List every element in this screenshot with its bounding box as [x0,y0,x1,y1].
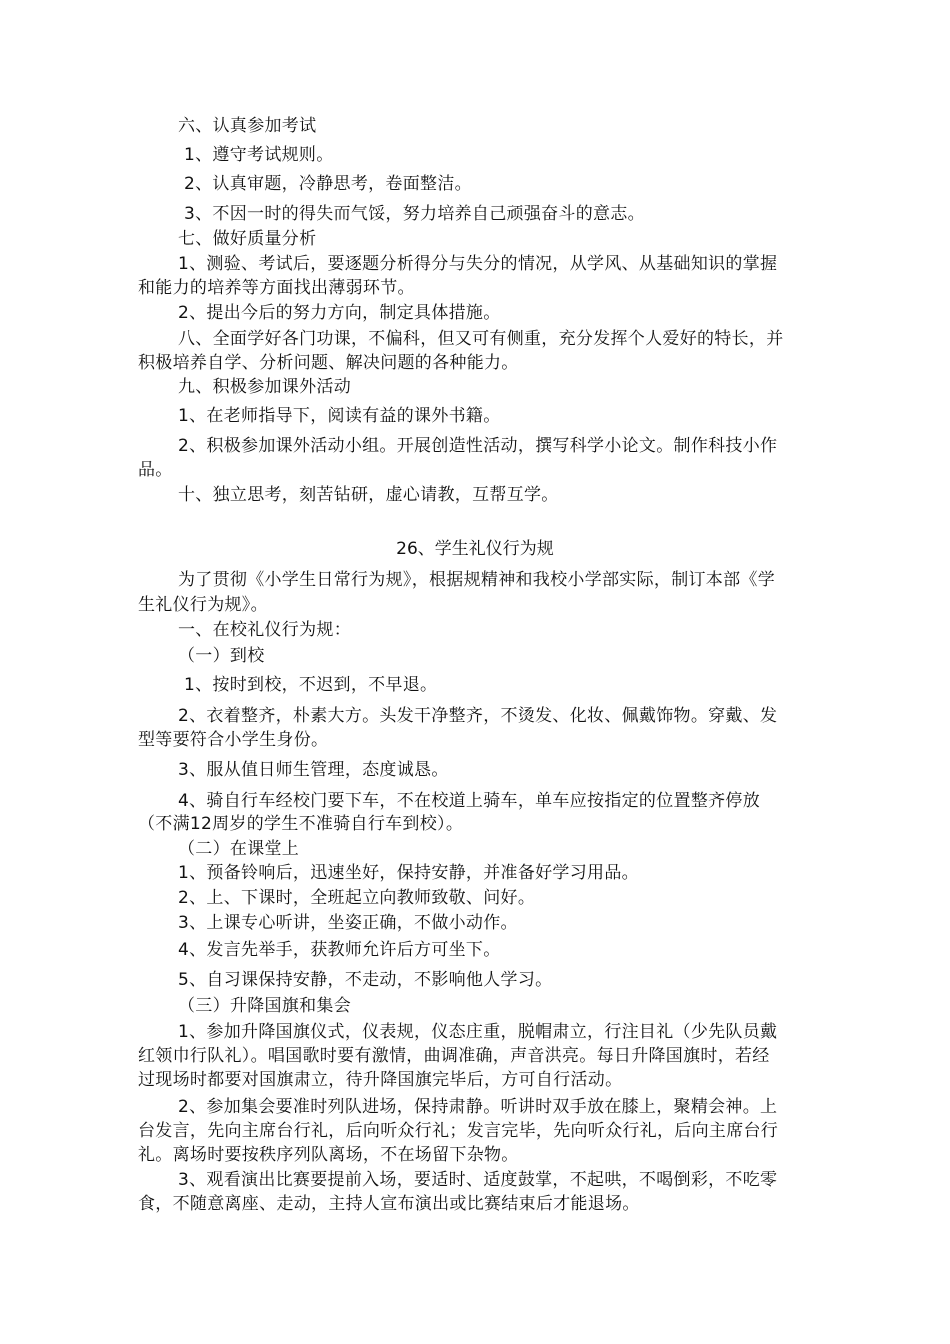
paragraph-line: 3、观看演出比赛要提前入场，要适时、适度鼓掌，不起哄，不喝倒彩，不吃零 [178,1170,778,1190]
paragraph-line: 2、积极参加课外活动小组。开展创造性活动，撰写科学小论文。制作科技小作 [178,436,778,456]
paragraph-line: 3、上课专心听讲，坐姿正确，不做小动作。 [178,913,518,933]
paragraph-line: 食，不随意离座、走动，主持人宣布演出或比赛结束后才能退场。 [138,1194,640,1214]
heading-seven: 七、做好质量分析 [178,229,317,249]
section-title: 26、学生礼仪行为规 [396,539,554,559]
paragraph-line: 过现场时都要对国旗肃立，待升降国旗完毕后，方可自行活动。 [138,1070,623,1090]
subheading: （三）升降国旗和集会 [178,996,351,1016]
paragraph-line: 2、参加集会要准时列队进场，保持肃静。听讲时双手放在膝上，聚精会神。上 [178,1097,778,1117]
paragraph-line: 1、遵守考试规则。 [184,145,334,165]
paragraph-line: 礼。离场时要按秩序列队离场，不在场留下杂物。 [138,1145,519,1165]
paragraph-line: 红领巾行队礼）。唱国歌时要有激情，曲调准确，声音洪亮。每日升降国旗时，若经 [138,1046,770,1066]
paragraph-line: 1、按时到校，不迟到，不早退。 [184,675,438,695]
paragraph-line: 1、在老师指导下，阅读有益的课外书籍。 [178,406,501,426]
paragraph-line: 1、参加升降国旗仪式，仪表规，仪态庄重，脱帽肃立，行注目礼（少先队员戴 [178,1022,778,1042]
paragraph-line: （不满12周岁的学生不准骑自行车到校）。 [138,814,464,834]
paragraph-line: 为了贯彻《小学生日常行为规》，根据规精神和我校小学部实际，制订本部《学 [178,570,775,590]
paragraph-line: 和能力的培养等方面找出薄弱环节。 [138,278,415,298]
paragraph-line: 2、认真审题，冷静思考，卷面整洁。 [184,174,472,194]
paragraph-line: 品。 [138,460,173,480]
paragraph-line: 3、不因一时的得失而气馁，努力培养自己顽强奋斗的意志。 [184,204,645,224]
heading-ten: 十、独立思考，刻苦钻研，虚心请教，互帮互学。 [178,485,559,505]
paragraph-line: 生礼仪行为规》。 [138,595,268,615]
paragraph-line: 1、预备铃响后，迅速坐好，保持安静，并准备好学习用品。 [178,863,639,883]
paragraph-line: 1、测验、考试后，要逐题分析得分与失分的情况，从学风、从基础知识的掌握 [178,254,778,274]
paragraph-line: 4、骑自行车经校门要下车，不在校道上骑车，单车应按指定的位置整齐停放 [178,791,761,811]
paragraph-line: 3、服从值日师生管理，态度诚恳。 [178,760,449,780]
paragraph-line: 台发言，先向主席台行礼，后向听众行礼；发言完毕，先向听众行礼，后向主席台行 [138,1121,779,1141]
heading-eight: 八、全面学好各门功课，不偏科，但又可有侧重，充分发挥个人爱好的特长，并 [178,329,784,349]
paragraph-line: 2、上、下课时，全班起立向教师致敬、问好。 [178,888,536,908]
paragraph-line: 2、衣着整齐，朴素大方。头发干净整齐，不烫发、化妆、佩戴饰物。穿戴、发 [178,706,778,726]
paragraph-line: 5、自习课保持安静，不走动，不影响他人学习。 [178,970,553,990]
paragraph-line: 积极培养自学、分析问题、解决问题的各种能力。 [138,353,519,373]
subheading: （一）到校 [178,646,265,666]
heading-six: 六、认真参加考试 [178,116,317,136]
heading-one: 一、在校礼仪行为规： [178,620,351,640]
paragraph-line: 2、提出今后的努力方向，制定具体措施。 [178,303,501,323]
heading-nine: 九、积极参加课外活动 [178,377,351,397]
subheading: （二）在课堂上 [178,839,300,859]
paragraph-line: 型等要符合小学生身份。 [138,730,329,750]
paragraph-line: 4、发言先举手，获教师允许后方可坐下。 [178,940,501,960]
